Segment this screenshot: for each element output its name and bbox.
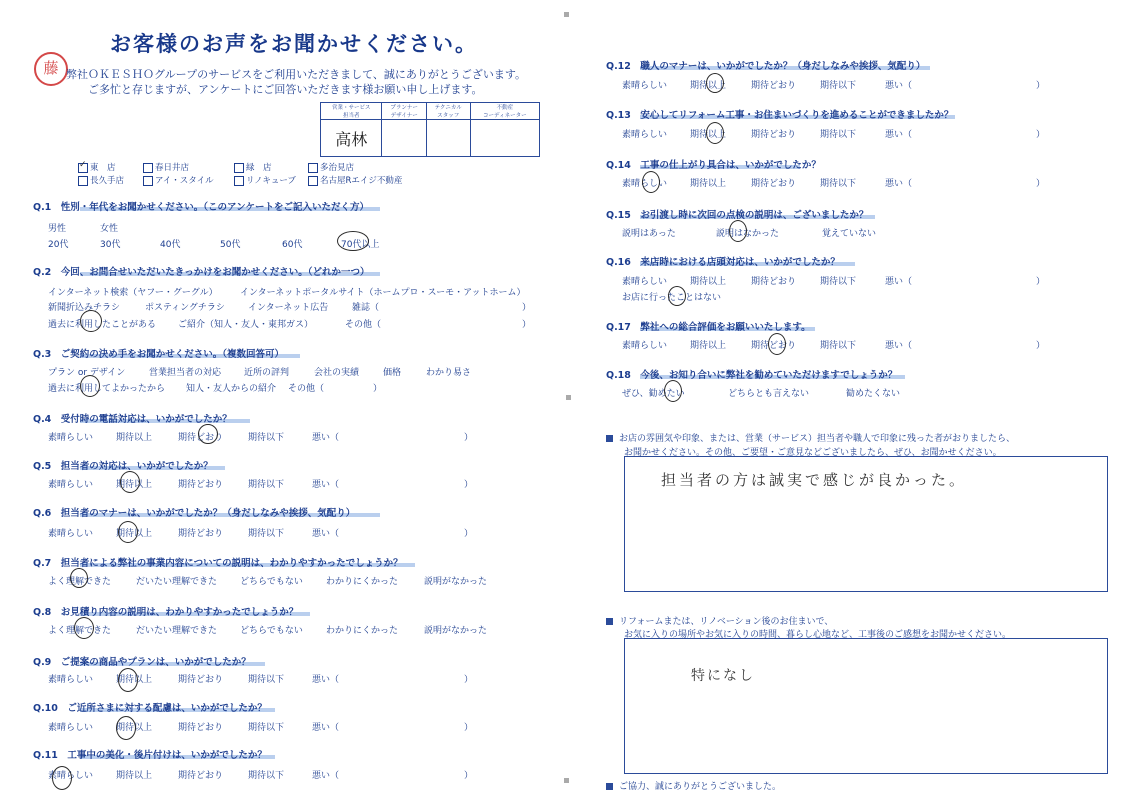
scale-option[interactable]: 悪い（ bbox=[885, 130, 913, 140]
answer-circle bbox=[118, 668, 138, 692]
question-14-title: Q.14 工事の仕上がり具合は、いかがでしたか？ bbox=[606, 160, 821, 171]
staff-table bbox=[320, 102, 540, 157]
store-option[interactable]: 名古屋Rエイジ不動産 bbox=[308, 174, 402, 186]
question-16-title: Q.16 来店時における店頭対応は、いかがでしたか？ bbox=[606, 257, 840, 268]
understand-option[interactable]: 説明がなかった bbox=[424, 626, 488, 636]
scale-option[interactable]: 期待どおり bbox=[178, 480, 224, 490]
option-age[interactable]: 50代 bbox=[220, 240, 241, 250]
scale-option[interactable]: 期待以下 bbox=[248, 675, 285, 685]
scale-paren-close: ） bbox=[464, 723, 474, 733]
comment-2-answer: 特になし bbox=[691, 668, 755, 684]
scale-option[interactable]: 素晴らしい bbox=[48, 529, 94, 539]
q2-option[interactable]: インターネットポータルサイト（ホームプロ・スーモ・アットホーム） bbox=[240, 288, 526, 298]
page-title: お客様のお声をお聞かせください。 bbox=[110, 32, 478, 56]
scale-paren-close: ） bbox=[464, 771, 474, 781]
store-option[interactable]: 春日井店 bbox=[143, 161, 189, 173]
question-8-title: Q.8 お見積り内容の説明は、わかりやすかったでしょうか？ bbox=[33, 607, 299, 618]
checkbox[interactable] bbox=[143, 163, 153, 173]
q3-option[interactable]: 知人・友人からの紹介 bbox=[186, 384, 277, 394]
answer-circle bbox=[668, 286, 686, 306]
scan-mark bbox=[566, 395, 571, 400]
scale-option[interactable]: 期待以下 bbox=[820, 81, 857, 91]
q3-option[interactable]: 過去に利用してよかったから bbox=[48, 384, 166, 394]
scale-option[interactable]: 悪い（ bbox=[312, 771, 340, 781]
q3-option[interactable]: 近所の評判 bbox=[244, 368, 290, 378]
q18-option[interactable]: どちらとも言えない bbox=[728, 389, 810, 399]
scale-paren-close: ） bbox=[1036, 81, 1046, 91]
scale-paren-close: ） bbox=[1036, 130, 1046, 140]
q3-option[interactable]: 価格 bbox=[383, 368, 402, 378]
question-10-title: Q.10 ご近所さまに対する配慮は、いかがでしたか？ bbox=[33, 703, 267, 714]
answer-circle bbox=[337, 231, 369, 251]
scale-option[interactable]: 期待以下 bbox=[248, 723, 285, 733]
option-age[interactable]: 40代 bbox=[160, 240, 181, 250]
comment-1-box[interactable] bbox=[624, 456, 1108, 592]
answer-circle bbox=[706, 73, 724, 93]
scale-option[interactable]: 悪い（ bbox=[885, 179, 913, 189]
question-15-title: Q.15 お引渡し時に次回の点検の説明は、ございましたか？ bbox=[606, 210, 869, 221]
question-3-title: Q.3 ご契約の決め手をお聞かせください。（複数回答可） bbox=[33, 349, 285, 360]
answer-circle bbox=[729, 220, 747, 242]
scale-option[interactable]: 期待以上 bbox=[116, 480, 153, 490]
comment-1-prompt-line-2: お聞かせください。その他、ご要望・ご意見などございましたら、ぜひ、お聞かせください。 bbox=[624, 448, 1002, 458]
staff-header-planner: プランナー デザイナー bbox=[382, 103, 426, 120]
q3-option[interactable]: 会社の実績 bbox=[314, 368, 360, 378]
scale-option[interactable]: 期待以下 bbox=[820, 130, 857, 140]
q15-option[interactable]: 覚えていない bbox=[822, 229, 877, 239]
q3-option[interactable]: プラン or デザイン bbox=[48, 368, 126, 378]
scale-option[interactable]: 期待以下 bbox=[248, 433, 285, 443]
understand-option[interactable]: わかりにくかった bbox=[326, 577, 399, 587]
q2-option[interactable]: 新聞折込みチラシ bbox=[48, 303, 121, 313]
q2-option[interactable]: 過去に利用したことがある bbox=[48, 320, 157, 330]
scale-option[interactable]: 素晴らしい bbox=[48, 433, 94, 443]
scale-option[interactable]: 悪い（ bbox=[312, 723, 340, 733]
question-9-title: Q.9 ご提案の商品やプランは、いかがでしたか？ bbox=[33, 657, 251, 668]
scan-mark bbox=[564, 778, 569, 783]
scale-option[interactable]: 悪い（ bbox=[885, 81, 913, 91]
question-4-title: Q.4 受付時の電話対応は、いかがでしたか？ bbox=[33, 414, 232, 425]
q3-option[interactable]: 営業担当者の対応 bbox=[149, 368, 222, 378]
scale-option[interactable]: 悪い（ bbox=[312, 529, 340, 539]
scale-option[interactable]: 素晴らしい bbox=[622, 179, 668, 189]
scale-paren-close: ） bbox=[464, 675, 474, 685]
comment-1-prompt-line-1: お店の雰囲気や印象、または、営業（サービス）担当者や職人で印象に残った者がおりましたら、 bbox=[606, 431, 1015, 444]
understand-option[interactable]: よく理解できた bbox=[48, 626, 112, 636]
option-age[interactable]: 20代 bbox=[48, 240, 69, 250]
scale-option[interactable]: 期待以上 bbox=[690, 341, 727, 351]
scale-option[interactable]: 素晴らしい bbox=[622, 277, 668, 287]
staff-name-cell[interactable] bbox=[321, 120, 382, 157]
checkbox[interactable] bbox=[308, 176, 318, 186]
option-female[interactable]: 女性 bbox=[100, 224, 119, 234]
understand-option[interactable]: よく理解できた bbox=[48, 577, 112, 587]
q3-option[interactable]: その他（ bbox=[288, 384, 325, 394]
answer-circle bbox=[80, 310, 102, 332]
scale-option[interactable]: 期待以上 bbox=[690, 179, 727, 189]
q3-option[interactable]: わかり易さ bbox=[426, 368, 472, 378]
answer-circle bbox=[74, 617, 94, 639]
scale-option[interactable]: 素晴らしい bbox=[48, 771, 94, 781]
scale-option[interactable]: 期待以下 bbox=[248, 480, 285, 490]
q16-option-never-visited[interactable]: お店に行ったことはない bbox=[622, 293, 722, 303]
answer-circle bbox=[768, 333, 786, 355]
understand-option[interactable]: だいたい理解できた bbox=[136, 577, 218, 587]
staff-header-realestate: 不動産 コーディネーター bbox=[470, 103, 539, 120]
scale-option[interactable]: 素晴らしい bbox=[48, 723, 94, 733]
staff-planner-cell[interactable] bbox=[382, 120, 426, 157]
q2-option[interactable]: インターネット広告 bbox=[248, 303, 329, 313]
scan-mark bbox=[564, 12, 569, 17]
scale-paren-close: ） bbox=[1036, 179, 1046, 189]
scale-paren-close: ） bbox=[1036, 277, 1046, 287]
understand-option[interactable]: だいたい理解できた bbox=[136, 626, 218, 636]
comment-2-prompt-line-2: お気に入りの場所やお気に入りの時間、暮らし心地など、工事後のご感想をお聞かせください。 bbox=[624, 630, 1012, 640]
scale-option[interactable]: 素晴らしい bbox=[622, 130, 668, 140]
scale-option[interactable]: 期待以下 bbox=[248, 529, 285, 539]
question-7-title: Q.7 担当者による弊社の事業内容についての説明は、わかりやすかったでしょうか？ bbox=[33, 558, 403, 569]
checkbox[interactable] bbox=[234, 163, 244, 173]
scale-option[interactable]: 期待どおり bbox=[751, 179, 797, 189]
answer-circle bbox=[116, 716, 136, 740]
option-age[interactable]: 30代 bbox=[100, 240, 121, 250]
scale-option[interactable]: 悪い（ bbox=[312, 433, 340, 443]
checkbox[interactable] bbox=[78, 176, 88, 186]
option-male[interactable]: 男性 bbox=[48, 224, 67, 234]
thank-you-footer: ご協力、誠にありがとうございました。 bbox=[606, 779, 781, 792]
staff-name: 高林 bbox=[335, 129, 368, 149]
scale-option[interactable]: 悪い（ bbox=[885, 277, 913, 287]
scale-paren-close: ） bbox=[464, 480, 474, 490]
answer-circle bbox=[642, 171, 660, 193]
intro-line-1: 弊社ＯＫＥＳＨＯグループのサービスをご利用いただきまして、誠にありがとうございます。 bbox=[66, 68, 527, 81]
answer-circle bbox=[70, 568, 88, 588]
answer-circle bbox=[198, 424, 218, 444]
staff-header-sales: 営業・サービス 担当者 bbox=[321, 103, 382, 120]
scale-option[interactable]: 期待以上 bbox=[116, 675, 153, 685]
scale-option[interactable]: 悪い（ bbox=[885, 341, 913, 351]
q2-paren-close: ） bbox=[522, 303, 532, 313]
scale-option[interactable]: 期待どおり bbox=[751, 341, 797, 351]
question-1-title: Q.1 性別・年代をお聞かせください。（このアンケートをご記入いただく方） bbox=[33, 202, 369, 213]
answer-circle bbox=[80, 375, 100, 397]
answer-circle bbox=[664, 380, 682, 402]
staff-header-technical: テクニカル スタッフ bbox=[426, 103, 470, 120]
answer-circle bbox=[118, 521, 138, 543]
scale-option[interactable]: 期待以上 bbox=[116, 433, 153, 443]
q2-option[interactable]: ご紹介（知人・友人・東邦ガス） bbox=[178, 320, 314, 330]
q2-paren-close: ） bbox=[522, 320, 532, 330]
comment-2-box[interactable] bbox=[624, 638, 1108, 774]
scale-option[interactable]: 期待以上 bbox=[690, 81, 727, 91]
scale-option[interactable]: 期待以下 bbox=[820, 341, 857, 351]
question-17-title: Q.17 弊社への総合評価をお願いいたします。 bbox=[606, 322, 811, 333]
question-13-title: Q.13 安心してリフォーム工事・お住まいづくりを進めることができましたか？ bbox=[606, 110, 954, 121]
q2-option[interactable]: 雑誌（ bbox=[352, 303, 380, 313]
hanko-stamp: 藤 bbox=[34, 52, 68, 86]
scale-option[interactable]: 期待以上 bbox=[690, 277, 727, 287]
scale-option[interactable]: 期待どおり bbox=[751, 277, 797, 287]
understand-option[interactable]: わかりにくかった bbox=[326, 626, 399, 636]
store-option[interactable]: ✓東 店 bbox=[78, 161, 116, 173]
store-option[interactable]: アイ・スタイル bbox=[143, 174, 214, 186]
question-5-title: Q.5 担当者の対応は、いかがでしたか？ bbox=[33, 461, 213, 472]
scale-option[interactable]: 素晴らしい bbox=[622, 341, 668, 351]
q2-option[interactable]: インターネット検索（ヤフー・グーグル） bbox=[48, 288, 218, 298]
scale-paren-close: ） bbox=[1036, 341, 1046, 351]
scale-paren-close: ） bbox=[464, 433, 474, 443]
scale-option[interactable]: 期待どおり bbox=[178, 723, 224, 733]
answer-circle bbox=[52, 766, 72, 790]
scale-option[interactable]: 素晴らしい bbox=[48, 675, 94, 685]
scale-option[interactable]: 期待どおり bbox=[178, 529, 224, 539]
scale-option[interactable]: 素晴らしい bbox=[622, 81, 668, 91]
q18-option[interactable]: ぜひ、勧めたい bbox=[622, 389, 685, 399]
q2-option[interactable]: ポスティングチラシ bbox=[145, 303, 225, 313]
q15-option[interactable]: 説明はあった bbox=[622, 229, 676, 239]
scale-option[interactable]: 期待以上 bbox=[116, 771, 153, 781]
scale-option[interactable]: 期待以上 bbox=[116, 723, 153, 733]
scale-paren-close: ） bbox=[464, 529, 474, 539]
scale-option[interactable]: 期待どおり bbox=[178, 675, 224, 685]
answer-circle bbox=[706, 122, 724, 144]
scale-option[interactable]: 期待以下 bbox=[248, 771, 285, 781]
scale-option[interactable]: 期待どおり bbox=[178, 433, 224, 443]
understand-option[interactable]: どちらでもない bbox=[240, 626, 303, 636]
scale-option[interactable]: 期待どおり bbox=[178, 771, 224, 781]
scale-option[interactable]: 期待どおり bbox=[751, 81, 797, 91]
checkbox[interactable] bbox=[143, 176, 153, 186]
question-11-title: Q.11 工事中の美化・後片付けは、いかがでしたか？ bbox=[33, 750, 267, 761]
staff-technical-cell[interactable] bbox=[426, 120, 470, 157]
scale-option[interactable]: 期待以上 bbox=[116, 529, 153, 539]
store-option[interactable]: 長久手店 bbox=[78, 174, 124, 186]
store-option[interactable]: リノキューブ bbox=[234, 174, 296, 186]
q15-option[interactable]: 説明はなかった bbox=[716, 229, 780, 239]
understand-option[interactable]: どちらでもない bbox=[240, 577, 303, 587]
store-option[interactable]: 多治見店 bbox=[308, 161, 354, 173]
intro-line-2: ご多忙と存じますが、アンケートにご回答いただきます様お願い申し上げます。 bbox=[88, 83, 483, 96]
q18-option[interactable]: 勧めたくない bbox=[846, 389, 901, 399]
question-2-title: Q.2 今回、お問合せいただいたきっかけをお聞かせください。（どれか一つ） bbox=[33, 267, 370, 278]
checkbox[interactable] bbox=[234, 176, 244, 186]
q3-paren-close: ） bbox=[373, 384, 383, 394]
scale-option[interactable]: 期待どおり bbox=[751, 130, 797, 140]
understand-option[interactable]: 説明がなかった bbox=[424, 577, 488, 587]
scale-option[interactable]: 素晴らしい bbox=[48, 480, 94, 490]
checkbox[interactable] bbox=[78, 163, 88, 173]
option-age[interactable]: 70代以上 bbox=[341, 240, 380, 250]
q2-option[interactable]: その他（ bbox=[345, 320, 382, 330]
question-18-title: Q.18 今後、お知り合いに弊社を勧めていただけますでしょうか？ bbox=[606, 370, 898, 381]
scale-option[interactable]: 期待以上 bbox=[690, 130, 727, 140]
answer-circle bbox=[120, 471, 140, 493]
scale-option[interactable]: 期待以下 bbox=[820, 277, 857, 287]
question-6-title: Q.6 担当者のマナーは、いかがでしたか？（身だしなみや挨拶、気配り） bbox=[33, 508, 356, 519]
option-age[interactable]: 60代 bbox=[282, 240, 303, 250]
scale-option[interactable]: 期待以下 bbox=[820, 179, 857, 189]
staff-realestate-cell[interactable] bbox=[470, 120, 539, 157]
checkbox[interactable] bbox=[308, 163, 318, 173]
comment-1-answer: 担当者の方は誠実で感じが良かった。 bbox=[661, 471, 968, 489]
comment-2-prompt-line-1: リフォームまたは、リノベーション後のお住まいで、 bbox=[606, 614, 833, 627]
scale-option[interactable]: 悪い（ bbox=[312, 480, 340, 490]
scale-option[interactable]: 悪い（ bbox=[312, 675, 340, 685]
store-option[interactable]: 緑 店 bbox=[234, 161, 272, 173]
question-12-title: Q.12 職人のマナーは、いかがでしたか？（身だしなみや挨拶、気配り） bbox=[606, 61, 926, 72]
